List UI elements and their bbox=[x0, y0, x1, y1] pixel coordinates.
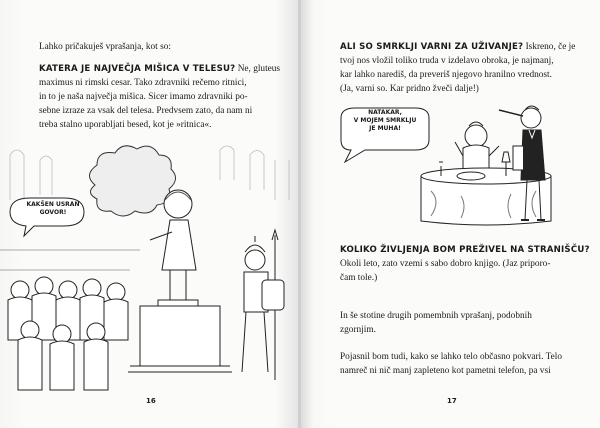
paragraph-2-line-1: zgornjim. bbox=[340, 325, 376, 335]
question-1-line-1: maximus ni rimski cesar. Tako zdravniki rečemo ritnici, bbox=[39, 78, 247, 88]
page-number-left: 16 bbox=[146, 397, 156, 405]
speech-bubble-left bbox=[13, 201, 93, 217]
left-page bbox=[0, 0, 299, 428]
speech-bubble-left-line-0: KAKŠEN USRAN bbox=[26, 201, 80, 208]
question-2-line-3: (Ja, varni so. Kar pridno žveči dalje!) bbox=[340, 84, 479, 94]
question-2-line-0: Iskreno, če je bbox=[525, 42, 576, 52]
speech-bubble-right-line-2: JE MUHA! bbox=[369, 125, 401, 132]
question-3-line-0: Okoli leto, zato vzemi s sabo dobro knjigo. (Jaz priporo- bbox=[340, 259, 551, 269]
speech-bubble-right bbox=[345, 109, 425, 133]
question-3-heading: KOLIKO ŽIVLJENJA BOM PREŽIVEL NA STRANIŠČU? bbox=[340, 245, 590, 255]
page-number-right: 17 bbox=[447, 397, 457, 405]
question-2 bbox=[340, 41, 590, 55]
paragraph-3-line-0: Pojasnil bom tudi, kako se lahko telo občasno pokvari. Telo bbox=[340, 352, 563, 362]
question-1-line-3: sebne izraze za vsak del telesa. Predvsem zato, da nam ni bbox=[39, 106, 253, 116]
right-page bbox=[301, 0, 600, 428]
intro-text: Lahko pričakuješ vprašanja, kot so: bbox=[39, 42, 171, 52]
speech-bubble-right-line-1: V MOJEM SMRKLJU bbox=[353, 117, 417, 124]
question-2-line-1: tvoj nos vložil toliko truda v izdelavo obroka, je najmanj, bbox=[340, 56, 554, 66]
question-3 bbox=[340, 244, 595, 258]
question-1-line-2: in to je naša največja mišica. Sicer imamo zdravniki po- bbox=[39, 92, 248, 102]
question-1-line-0: Ne, gluteus bbox=[237, 64, 281, 74]
question-3-line-1: čam tole.) bbox=[340, 273, 378, 283]
speech-bubble-right-line-0: NATAKAR, bbox=[368, 109, 402, 116]
question-2-line-2: kar lahko narediš, da preveriš njegovo hranilno vrednost. bbox=[340, 70, 552, 80]
paragraph-3-line-1: namreč ni nič manj zapleteno kot pametni telefon, pa vsi bbox=[340, 366, 551, 376]
question-1-heading: KATERA JE NAJVEČJA MIŠICA V TELESU? bbox=[39, 64, 236, 74]
question-1 bbox=[39, 63, 289, 77]
question-1-line-4: treba stalno uporabljati besed, kot je »ritnica«. bbox=[39, 120, 212, 130]
speech-bubble-left-line-1: GOVOR! bbox=[39, 209, 67, 216]
roman-senate-illustration bbox=[0, 140, 299, 400]
paragraph-2-line-0: In še stotine drugih pomembnih vprašanj, podobnih bbox=[340, 311, 532, 321]
question-2-heading: ALI SO SMRKLJI VARNI ZA UŽIVANJE? bbox=[340, 42, 524, 52]
